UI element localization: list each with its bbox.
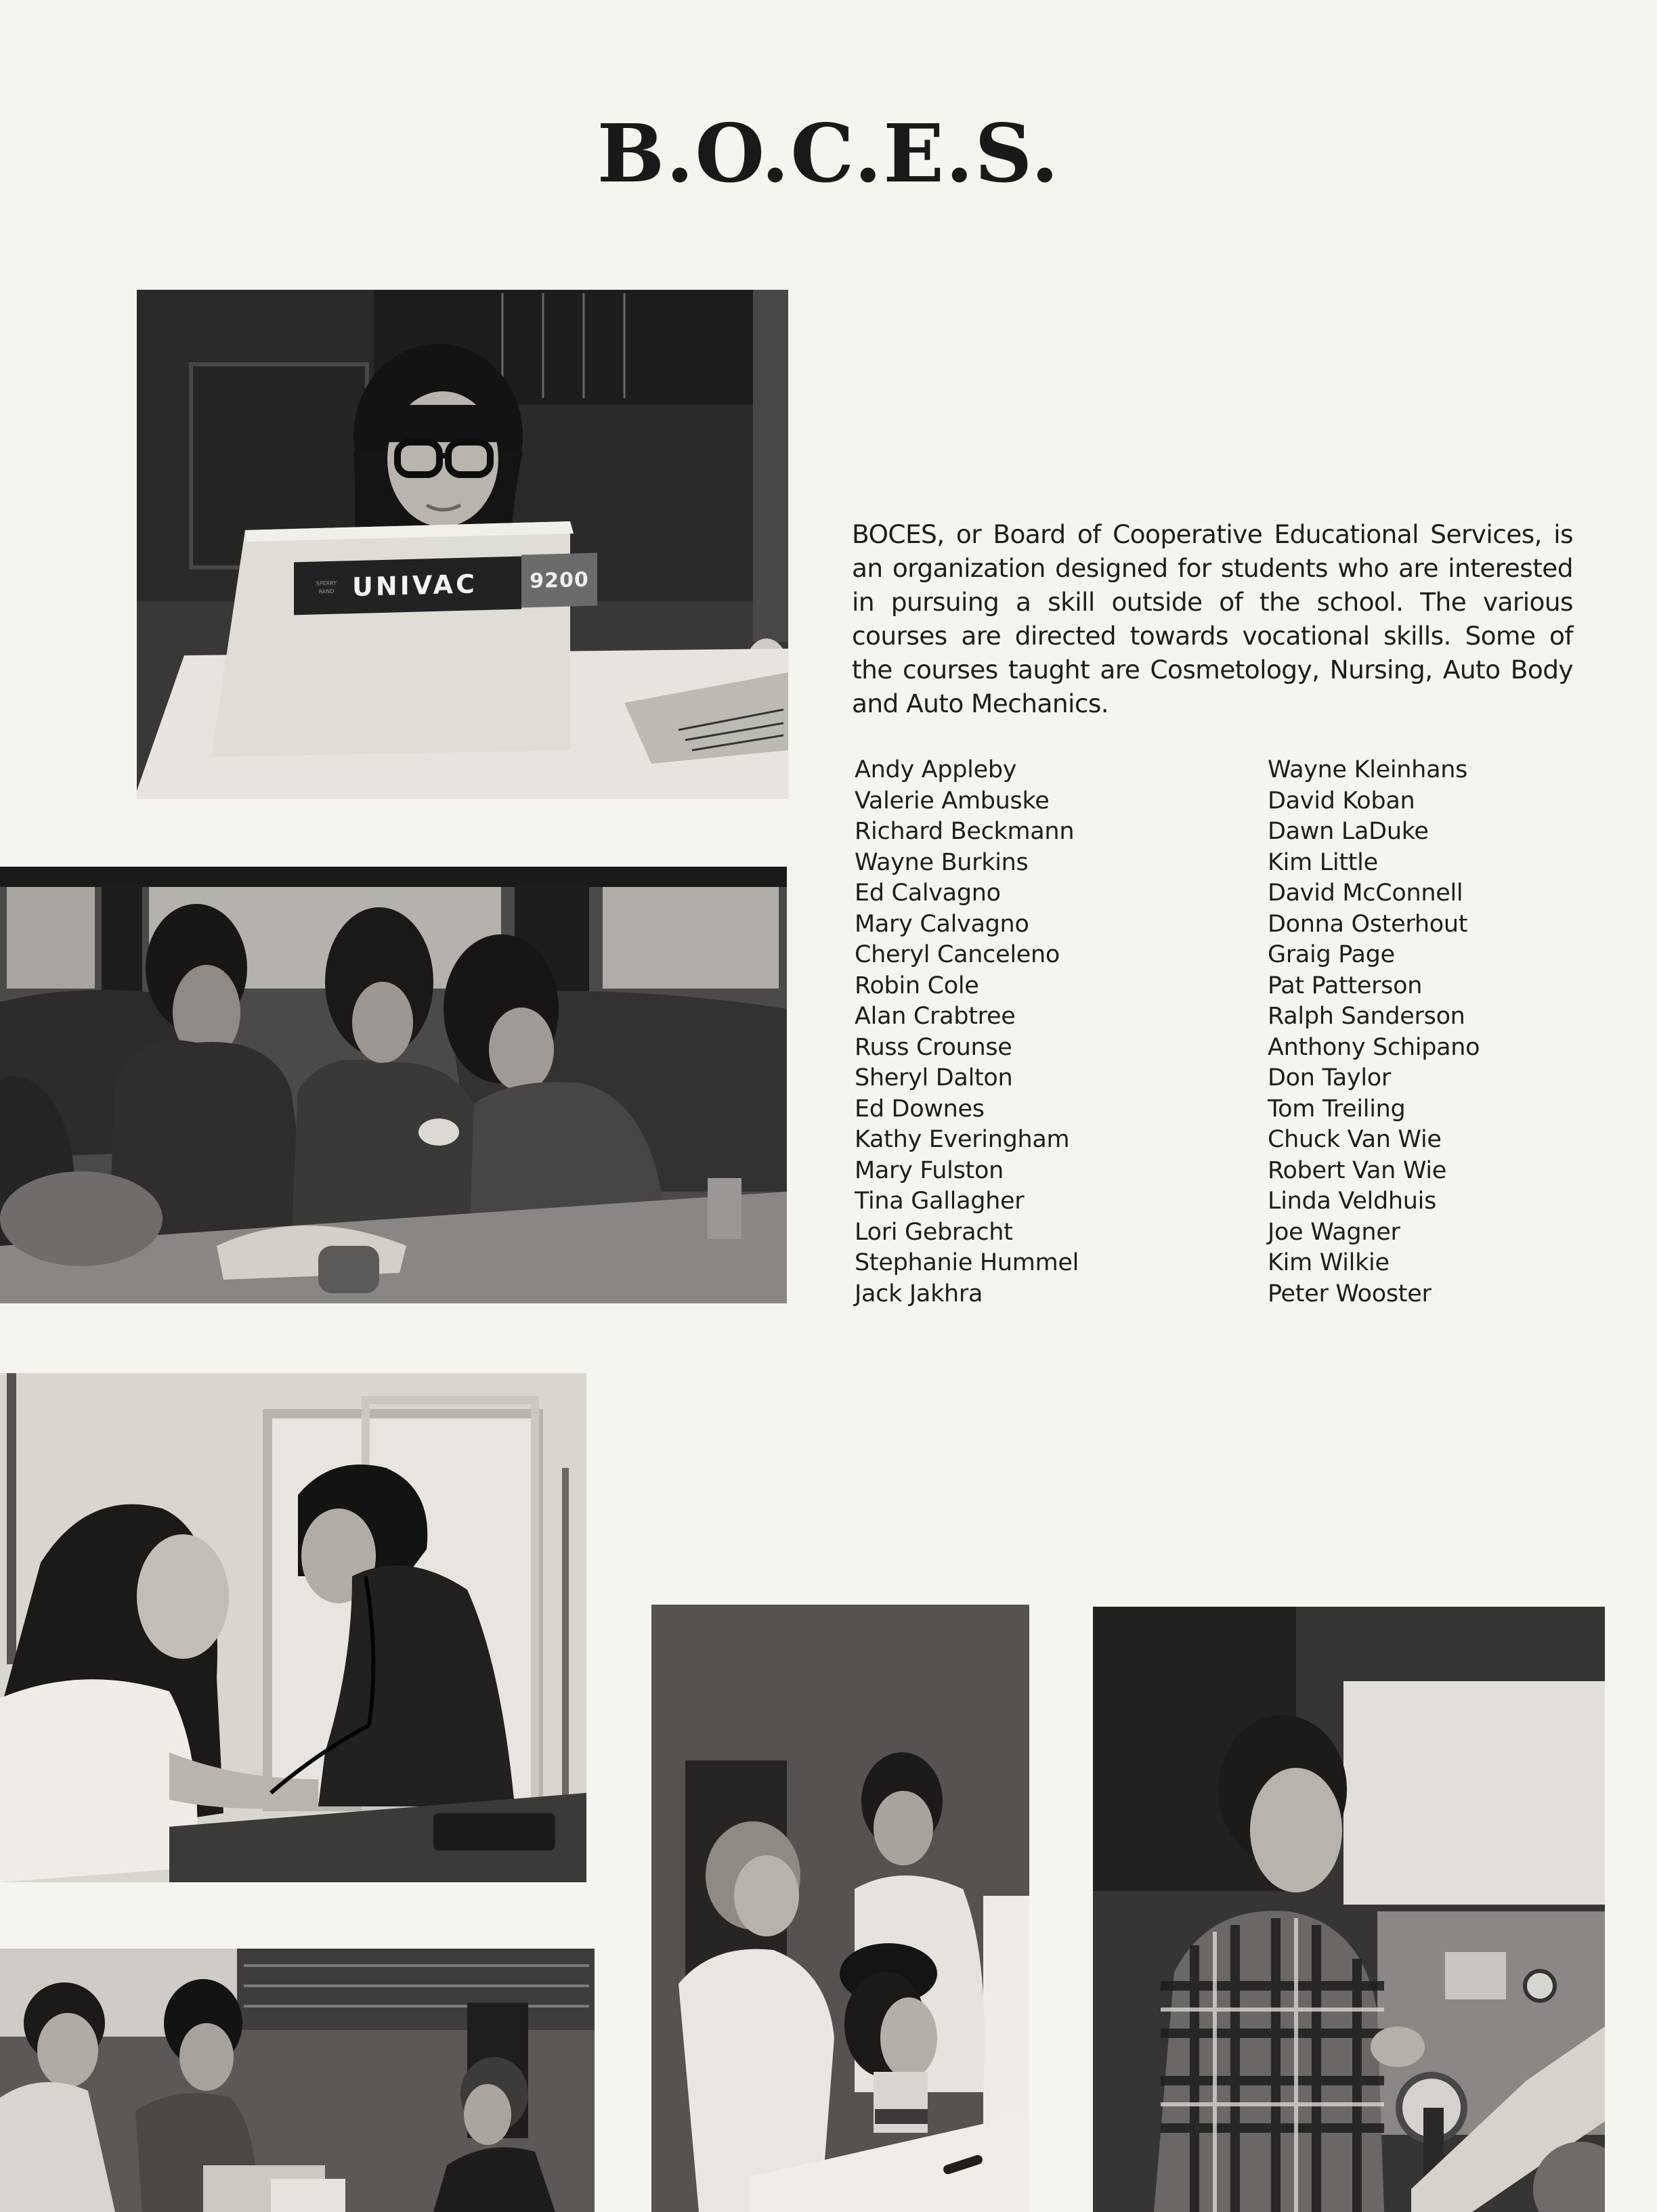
member-name: Chuck Van Wie — [1268, 1126, 1442, 1153]
member-name: Ed Downes — [855, 1095, 985, 1123]
member-name: Tina Gallagher — [855, 1188, 1025, 1215]
univac-brand-label — [294, 557, 521, 615]
member-name: Graig Page — [1268, 941, 1395, 968]
member-name: Ralph Sanderson — [1268, 1003, 1465, 1030]
member-name: Andy Appleby — [855, 756, 1017, 783]
page-title: B.O.C.E.S. — [597, 106, 1060, 200]
member-name: Anthony Schipano — [1268, 1033, 1480, 1061]
univac-brand: UNIVAC — [352, 569, 477, 603]
member-name: Wayne Burkins — [855, 848, 1029, 876]
member-name: Kim Wilkie — [1268, 1249, 1390, 1276]
member-name: Joe Wagner — [1268, 1218, 1400, 1246]
member-name: Richard Beckmann — [855, 818, 1075, 845]
member-name: Jack Jakhra — [855, 1280, 983, 1307]
member-name: Donna Osterhout — [1268, 910, 1468, 938]
member-name: Valerie Ambuske — [855, 787, 1050, 815]
photo-computer-student — [137, 290, 788, 799]
member-name: Cheryl Canceleno — [855, 941, 1060, 968]
member-name: Ed Calvagno — [855, 880, 1001, 907]
member-name: Robert Van Wie — [1268, 1156, 1447, 1184]
member-name: Mary Calvagno — [855, 910, 1029, 938]
photo-nursing — [0, 1373, 586, 1882]
member-name: Mary Fulston — [855, 1156, 1004, 1184]
member-name: Peter Wooster — [1268, 1280, 1432, 1307]
intro-paragraph: BOCES, or Board of Cooperative Educational Services, is an organization designed for students who are interested in pursuing a skill outside of the school. The various courses are directed towards vocational skills. Some of the courses taught are Cosmetology, Nursing, Auto Body and Auto Mechanics. — [852, 519, 1573, 718]
univac-model-number: 9200 — [521, 553, 597, 608]
member-name: Robin Cole — [855, 972, 979, 999]
photo-auto-mechanics — [0, 867, 787, 1303]
member-name: Kim Little — [1268, 848, 1378, 876]
photo-machine-shop — [1093, 1607, 1605, 2212]
member-list-right — [1268, 755, 1480, 1309]
member-name: Russ Crounse — [855, 1033, 1012, 1061]
member-name: David McConnell — [1268, 880, 1463, 907]
photo-woodshop — [0, 1949, 595, 2212]
member-name: Linda Veldhuis — [1268, 1188, 1437, 1215]
member-name: Dawn LaDuke — [1268, 818, 1429, 845]
member-name: Tom Treiling — [1268, 1095, 1406, 1123]
member-name: Sheryl Dalton — [855, 1064, 1013, 1091]
member-name: Don Taylor — [1268, 1064, 1391, 1091]
member-name: Pat Patterson — [1268, 972, 1423, 999]
univac-brand-small: SPERRY RAND — [316, 580, 337, 595]
member-name: Wayne Kleinhans — [1268, 756, 1468, 783]
member-name: Lori Gebracht — [855, 1218, 1013, 1246]
member-name: David Koban — [1268, 787, 1415, 815]
photo-cosmetology — [651, 1605, 1029, 2212]
member-list-left — [855, 755, 1079, 1309]
member-name: Stephanie Hummel — [855, 1249, 1079, 1276]
member-name: Alan Crabtree — [855, 1003, 1016, 1030]
member-name: Kathy Everingham — [855, 1126, 1070, 1153]
